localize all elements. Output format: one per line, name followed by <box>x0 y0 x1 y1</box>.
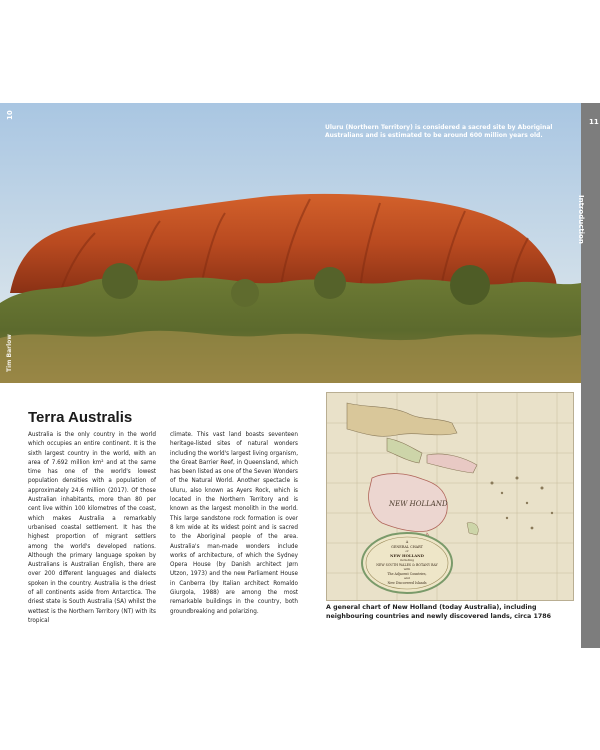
cartouche-line: NEW SOUTH WALES & BOTANY BAY <box>376 563 438 567</box>
section-label: Introduction <box>577 195 585 244</box>
cartouche-line: NEW HOLLAND <box>390 553 424 558</box>
right-page-number: 11 <box>589 118 599 126</box>
uluru-photo <box>0 103 581 383</box>
photo-caption: Uluru (Northern Territory) is considered a sacred site by Aboriginal Australians and is estimated to be around 600 million years old. <box>325 124 553 139</box>
map-caption: A general chart of New Holland (today Australia), including neighbouring countries and newly discovered lands, circa 1786 <box>326 604 551 620</box>
article-column-1: Australia is the only country in the world which occupies an entire continent. It is the sixth largest country in the world, with an area of 7.692 million km² and at the same time has one of the world's lowest population densities with a population of approximately 24.6 million (2017). Of those Australian inhabitants, more than 80 per cent live within 100 kilometres of the coast, which makes Australia a remarkably urbanised coastal settlement. It has the highest proportion of migrant settlers among the world's developed nations. Although the primary language spoken by Australians is Australian English, there are over 200 different languages and dialects spoken in the country. Australia is the driest of all continents aside from Antarctica. The driest state is South Australia (SA) whilst the wettest is the Northern Territory (NT) with its tropical <box>28 431 156 624</box>
cartouche-line: with <box>403 567 411 571</box>
photo-credit: Tim Barlow <box>6 334 13 372</box>
cartouche-line: and <box>404 576 410 580</box>
cartouche-line: of <box>405 549 409 553</box>
cartouche-line: New Discovered Islands <box>387 581 427 585</box>
map-label-new-holland: NEW HOLLAND <box>389 500 448 508</box>
left-page-number: 10 <box>6 110 14 120</box>
cartouche-line: A <box>405 540 409 544</box>
article-heading: Terra Australis <box>28 409 133 427</box>
cartouche-line: including <box>399 558 415 562</box>
cartouche-line: GENERAL CHART <box>391 545 423 549</box>
historic-map-image <box>326 392 574 601</box>
article-column-2: climate. This vast land boasts seventeen heritage-listed sites of natural wonders including the world's largest living organism, the Great Barrier Reef, in Queensland, which has been listed as one of the Seven Wonders of the Natural World. Another spectacle is Uluru, also known as Ayers Rock, which is located in the Northern Territory and is known as the largest monolith in the world. This large sandstone rock formation is over 8 km wide at its widest point and is sacred to the Aboriginal people of the area. Australia's man-made wonders include works of architecture, of which the Sydney Opera House (by Danish architect Jørn Utzon, 1973) and the new Parliament House in Canberra (by Italian architect Romaldo Giurgola, 1988) are among the most remarkable buildings in the country, both groundbreaking and polarizing. <box>170 431 298 615</box>
section-sidebar <box>581 103 600 648</box>
cartouche-line: The Adjacent Countries, <box>387 572 427 576</box>
